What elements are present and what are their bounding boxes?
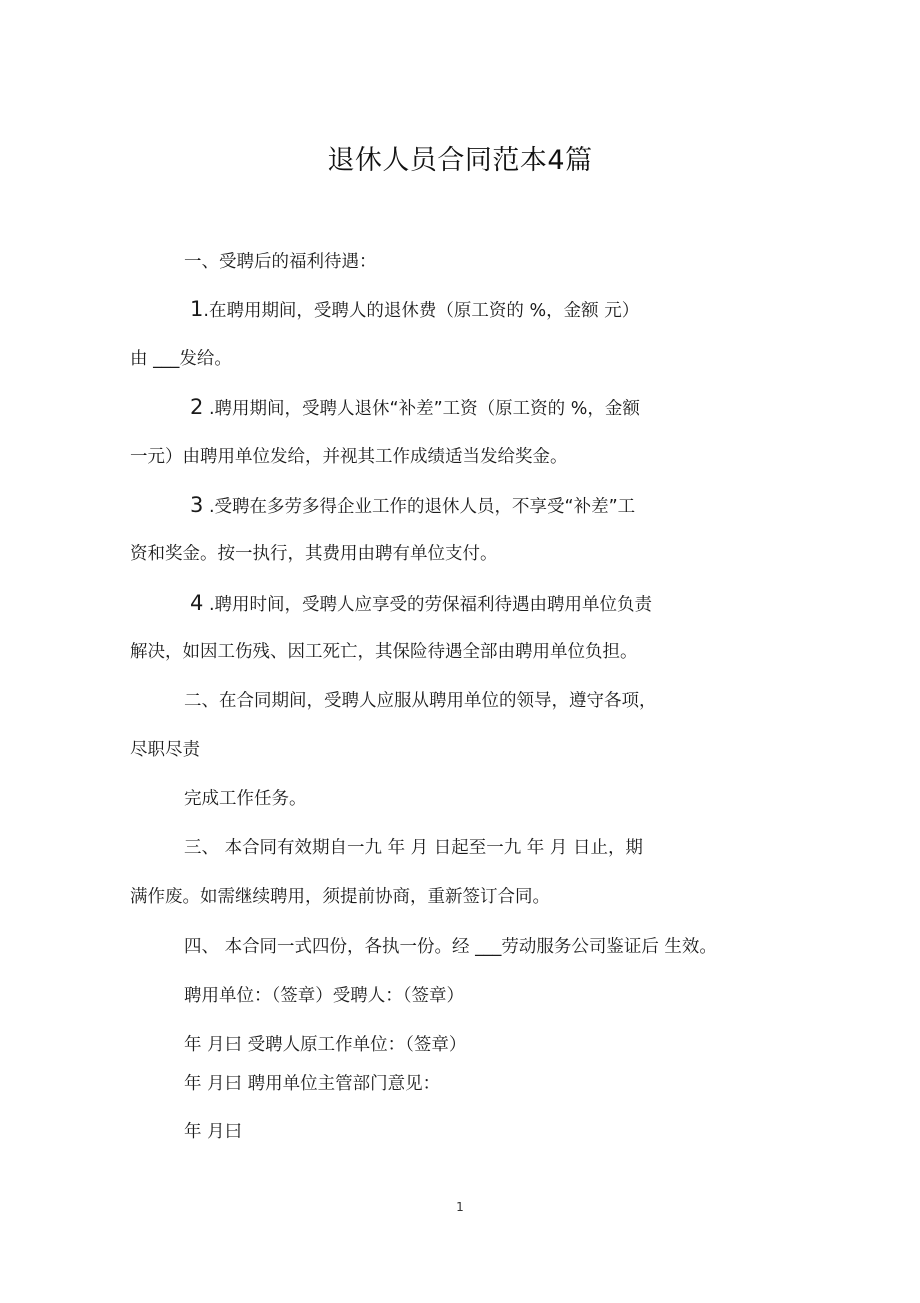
clause-4-text: .聘用时间，受聘人应享受的劳保福利待遇由聘用单位负责 [203, 595, 652, 615]
clause-4-number: 4 [190, 591, 204, 615]
clause-1-text: .在聘用期间，受聘人的退休费（原工资的 %，金额 元） [203, 301, 640, 321]
signature-line-4: 年 月曰 [184, 1122, 243, 1142]
section-3-line-2: 满作废。如需继续聘用，须提前协商，重新签订合同。 [130, 887, 550, 907]
document-title: 退休人员合同范本4篇 [327, 145, 593, 176]
clause-1-number: 1 [190, 297, 204, 321]
page-number: 1 [456, 1200, 464, 1214]
signature-line-2: 年 月曰 受聘人原工作单位：（签章） [184, 1035, 467, 1055]
clause-2-number: 2 [190, 395, 204, 419]
clause-3-line-2: 资和奖金。按一执行，其费用由聘有单位支付。 [130, 544, 498, 564]
clause-1-line-2: 由 ___发给。 [130, 349, 232, 369]
section-2-line-2: 尽职尽责 [130, 740, 200, 760]
section-2-line-1: 二、在合同期间，受聘人应服从聘用单位的领导，遵守各项， [184, 691, 657, 711]
section-3-line-1: 三、 本合同有效期自一九 年 月 日起至一九 年 月 日止，期 [184, 838, 643, 858]
clause-3-line-1 [190, 493, 635, 519]
signature-line-3: 年 月曰 聘用单位主管部门意见： [184, 1074, 441, 1094]
clause-1-line-1 [190, 297, 639, 323]
clause-4-line-2: 解决，如因工伤残、因工死亡，其保险待遇全部由聘用单位负担。 [130, 642, 638, 662]
clause-3-text: .受聘在多劳多得企业工作的退休人员，不享受“补差”工 [203, 497, 636, 517]
clause-4-line-1 [190, 591, 652, 617]
section-2-line-3: 完成工作任务。 [184, 789, 307, 809]
clause-2-line-1 [190, 395, 640, 421]
clause-2-line-2: 一元）由聘用单位发给，并视其工作成绩适当发给奖金。 [130, 447, 568, 467]
section-1-heading: 一、受聘后的福利待遇： [184, 252, 377, 272]
clause-3-number: 3 [190, 493, 204, 517]
signature-line-1: 聘用单位：（签章）受聘人：（签章） [184, 986, 464, 1006]
clause-2-text: .聘用期间，受聘人退休“补差”工资（原工资的 %，金额 [203, 399, 640, 419]
section-4-line-1: 四、 本合同一式四份，各执一份。经 ___劳动服务公司鉴证后 生效。 [184, 937, 717, 957]
